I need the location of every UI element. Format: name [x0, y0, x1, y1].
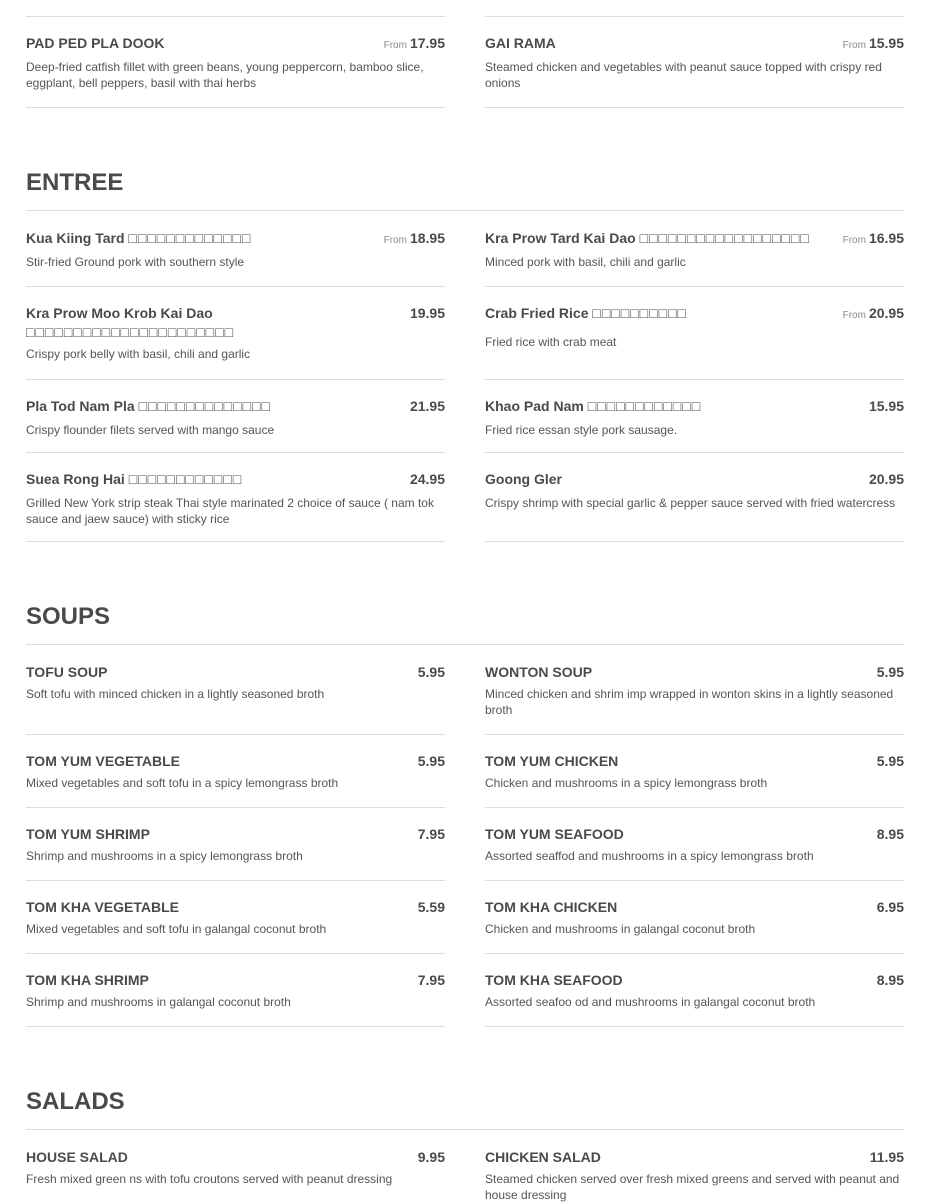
section-title-soups: SOUPS	[26, 603, 111, 630]
item-price: 15.95	[868, 398, 904, 414]
divider	[26, 286, 445, 287]
item-description: Crispy pork belly with basil, chili and garlic	[26, 347, 251, 361]
item-price: 6.95	[876, 899, 904, 915]
item-name: TOM YUM VEGETABLE	[26, 753, 181, 769]
divider	[485, 107, 904, 108]
divider	[26, 541, 445, 542]
menu-item[interactable]	[485, 752, 904, 791]
menu-item[interactable]	[485, 229, 904, 270]
item-description: Shrimp and mushrooms in galangal coconut broth	[26, 995, 291, 1009]
divider	[26, 1026, 445, 1027]
menu-item[interactable]	[26, 1148, 445, 1187]
section-divider	[26, 1129, 904, 1130]
item-description: Stir-fried Ground pork with southern style	[26, 255, 245, 269]
item-description: Fresh mixed green ns with tofu croutons served with peanut dressing	[26, 1172, 393, 1186]
divider	[26, 807, 445, 808]
item-price: 19.95	[409, 305, 445, 321]
item-name: HOUSE SALAD	[26, 1149, 128, 1165]
item-price: 5.59	[417, 899, 445, 915]
item-price: 24.95	[409, 471, 445, 487]
menu-item[interactable]	[26, 971, 445, 1010]
item-price: From 18.95	[383, 230, 445, 246]
item-name: PAD PED PLA DOOK	[26, 35, 165, 51]
item-price: From 20.95	[842, 305, 904, 321]
item-name: Goong Gler	[485, 471, 562, 487]
divider	[26, 734, 445, 735]
section-divider	[26, 644, 904, 645]
section-title-salads: SALADS	[26, 1088, 125, 1115]
item-description: Grilled New York strip steak Thai style marinated 2 choice of sauce ( nam tok sauce and jaew sauce) with sticky rice	[26, 496, 434, 526]
item-description: Deep-fried catfish fillet with green beans, young peppercorn, bamboo slice, eggplant, bell peppers, basil with thai herbs	[26, 60, 424, 90]
divider	[485, 880, 904, 881]
divider	[485, 541, 904, 542]
item-description: Minced chicken and shrim imp wrapped in wonton skins in a lightly seasoned broth	[485, 687, 894, 717]
item-price: 21.95	[409, 398, 445, 414]
item-description: Chicken and mushrooms in galangal coconut broth	[485, 922, 756, 936]
divider	[485, 734, 904, 735]
divider	[485, 286, 904, 287]
item-price: 9.95	[417, 1149, 445, 1165]
item-price: 5.95	[876, 664, 904, 680]
divider	[485, 16, 904, 17]
divider	[26, 107, 445, 108]
item-name: Crab Fried Rice □□□□□□□□□□	[485, 305, 687, 321]
menu-item[interactable]	[26, 397, 445, 438]
section-divider	[26, 210, 904, 211]
item-name: TOM YUM SEAFOOD	[485, 826, 624, 842]
menu-item[interactable]	[26, 663, 445, 702]
menu-item[interactable]	[26, 229, 445, 270]
divider	[485, 379, 904, 380]
item-price: 5.95	[417, 664, 445, 680]
menu-item[interactable]	[485, 470, 904, 511]
item-price: From 15.95	[842, 35, 904, 51]
item-price: From 17.95	[383, 35, 445, 51]
menu-item[interactable]	[485, 663, 904, 718]
divider	[26, 379, 445, 380]
item-name: GAI RAMA	[485, 35, 556, 51]
item-name: TOM YUM CHICKEN	[485, 753, 619, 769]
divider	[485, 953, 904, 954]
item-price: 8.95	[876, 826, 904, 842]
item-name: WONTON SOUP	[485, 664, 593, 680]
item-name: TOM YUM SHRIMP	[26, 826, 150, 842]
menu-item[interactable]	[485, 1148, 904, 1203]
item-name: TOM KHA VEGETABLE	[26, 899, 179, 915]
menu-item[interactable]	[485, 898, 904, 937]
item-name: TOM KHA SHRIMP	[26, 972, 149, 988]
item-description: Shrimp and mushrooms in a spicy lemongrass broth	[26, 849, 303, 863]
item-description: Soft tofu with minced chicken in a lightly seasoned broth	[26, 687, 325, 701]
menu-item[interactable]	[485, 825, 904, 864]
item-description: Assorted seaffod and mushrooms in a spicy lemongrass broth	[485, 849, 814, 863]
menu-item[interactable]	[26, 825, 445, 864]
item-price: 5.95	[417, 753, 445, 769]
item-description: Fried rice essan style pork sausage.	[485, 423, 678, 437]
item-price: 11.95	[869, 1149, 904, 1165]
menu-item[interactable]	[485, 34, 904, 91]
item-description: Assorted seafoo od and mushrooms in galangal coconut broth	[485, 995, 816, 1009]
item-name: Kua Kiing Tard □□□□□□□□□□□□□	[26, 230, 252, 246]
item-name: TOFU SOUP	[26, 664, 108, 680]
divider	[485, 807, 904, 808]
menu-item[interactable]	[485, 304, 904, 350]
item-name: Suea Rong Hai □□□□□□□□□□□□	[26, 471, 243, 487]
item-description: Crispy flounder filets served with mango sauce	[26, 423, 275, 437]
menu-item[interactable]	[26, 752, 445, 791]
divider	[485, 452, 904, 453]
divider	[26, 16, 445, 17]
item-price: 7.95	[417, 826, 445, 842]
item-price: 7.95	[417, 972, 445, 988]
menu-item[interactable]	[485, 397, 904, 438]
menu-item[interactable]	[26, 304, 445, 362]
menu-item[interactable]	[26, 470, 445, 527]
item-description: Steamed chicken and vegetables with peanut sauce topped with crispy red onions	[485, 60, 882, 90]
menu-item[interactable]	[26, 898, 445, 937]
item-name: Kra Prow Moo Krob Kai Dao □□□□□□□□□□□□□□□□□□□□□□	[26, 305, 235, 340]
item-description: Steamed chicken served over fresh mixed greens and served with peanut and house dressing	[485, 1172, 900, 1202]
divider	[26, 880, 445, 881]
menu-item[interactable]	[26, 34, 445, 91]
item-price: 5.95	[876, 753, 904, 769]
item-price: 8.95	[876, 972, 904, 988]
section-title-entree: ENTREE	[26, 169, 124, 196]
item-name: CHICKEN SALAD	[485, 1149, 601, 1165]
item-name: Kra Prow Tard Kai Dao □□□□□□□□□□□□□□□□□□	[485, 230, 810, 246]
item-description: Fried rice with crab meat	[485, 335, 617, 349]
item-description: Mixed vegetables and soft tofu in galangal coconut broth	[26, 922, 327, 936]
divider	[26, 452, 445, 453]
item-price: 20.95	[868, 471, 904, 487]
item-description: Chicken and mushrooms in a spicy lemongrass broth	[485, 776, 768, 790]
item-name: Pla Tod Nam Pla □□□□□□□□□□□□□□	[26, 398, 271, 414]
item-name: TOM KHA SEAFOOD	[485, 972, 623, 988]
item-description: Mixed vegetables and soft tofu in a spicy lemongrass broth	[26, 776, 339, 790]
item-name: TOM KHA CHICKEN	[485, 899, 618, 915]
menu-item[interactable]	[485, 971, 904, 1010]
divider	[26, 953, 445, 954]
divider	[485, 1026, 904, 1027]
item-price: From 16.95	[842, 230, 904, 246]
item-description: Crispy shrimp with special garlic & pepper sauce served with fried watercress	[485, 496, 896, 510]
item-name: Khao Pad Nam □□□□□□□□□□□□	[485, 398, 702, 414]
item-description: Minced pork with basil, chili and garlic	[485, 255, 686, 269]
